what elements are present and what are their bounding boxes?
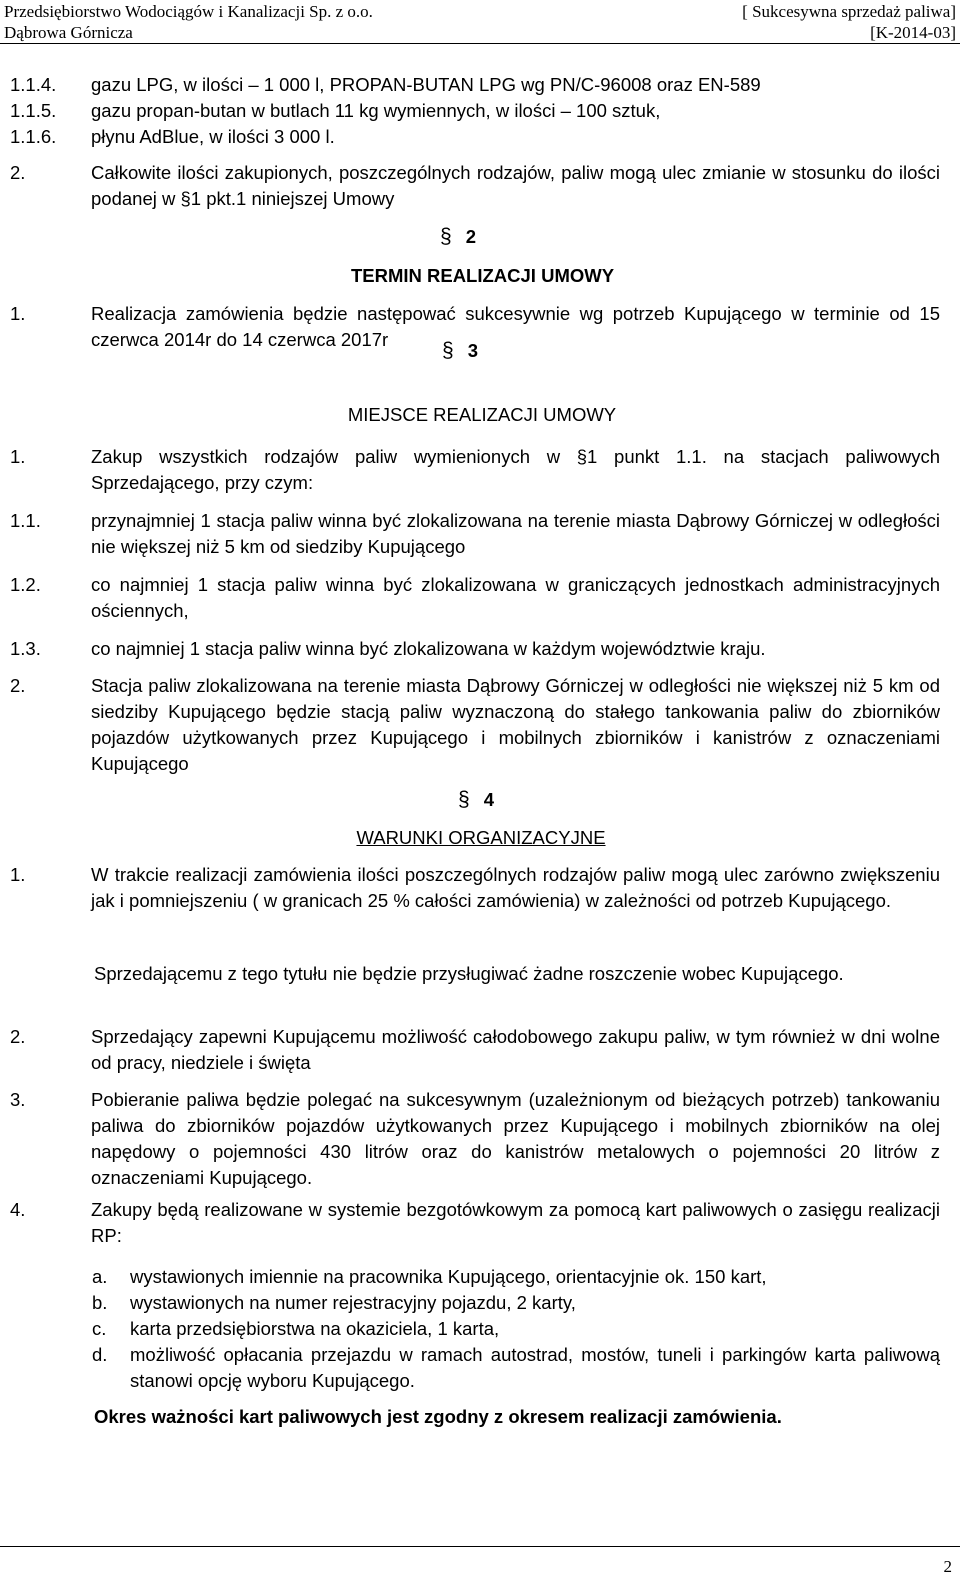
item-text: Sprzedającemu z tego tytułu nie będzie przysługiwać żadne roszczenie wobec Kupującego. xyxy=(94,963,844,984)
item-number: 1.1. xyxy=(10,510,41,531)
item-text: Sprzedający zapewni Kupującemu możliwość całodobowego zakupu paliw, w tym również w dni wolne od pracy, niedziele i święta xyxy=(91,1026,940,1073)
item-text: możliwość opłacania przejazdu w ramach autostrad, mostów, tuneli i parkingów karta paliwową stanowi opcję wyboru Kupującego. xyxy=(130,1344,940,1391)
header-company xyxy=(4,1,373,43)
item-number: 1.2. xyxy=(10,574,41,595)
paragraph-symbol: § xyxy=(442,339,454,362)
item-number: 2. xyxy=(10,162,26,183)
header-document-info xyxy=(742,1,956,43)
item-number: 1.1.4. xyxy=(10,74,57,95)
item-text: wystawionych na numer rejestracyjny pojazdu, 2 karty, xyxy=(130,1292,576,1313)
item-text: gazu propan-butan w butlach 11 kg wymiennych, w ilości – 100 sztuk, xyxy=(91,100,661,121)
paragraph-symbol: § xyxy=(458,788,470,811)
item-number: 2. xyxy=(10,1026,26,1047)
item-text: karta przedsiębiorstwa na okaziciela, 1 karta, xyxy=(130,1318,500,1339)
section-title: TERMIN REALIZACJI UMOWY xyxy=(350,265,615,286)
item-number: 1. xyxy=(10,446,26,467)
item-text: Zakup wszystkich rodzajów paliw wymienionych w §1 punkt 1.1. na stacjach paliwowych Sprzedającego, przy czym: xyxy=(91,446,940,493)
item-letter: d. xyxy=(92,1344,108,1365)
item-text: W trakcie realizacji zamówienia ilości poszczególnych rodzajów paliw mogą ulec zarówno zwiększeniu jak i pomniejszeniu ( w granicach 25 % całości zamówienia) w zależności od potrzeb Kupującego. xyxy=(91,864,940,911)
section-heading-number: § 2 xyxy=(440,225,476,248)
footer-divider xyxy=(0,1546,960,1547)
item-text: Zakupy będą realizowane w systemie bezgotówkowym za pomocą kart paliwowych o zasięgu realizacji RP: xyxy=(91,1199,940,1246)
header-document-ref: [K-2014-03] xyxy=(870,23,956,42)
item-number: 2. xyxy=(10,675,26,696)
item-text: Realizacja zamówienia będzie następować sukcesywnie wg potrzeb Kupującego w terminie od 15 czerwca 2014r do 14 czerwca 2017r xyxy=(91,303,940,350)
item-number: 3. xyxy=(10,1089,26,1110)
page-header xyxy=(0,0,960,45)
item-text: co najmniej 1 stacja paliw winna być zlokalizowana w każdym województwie kraju. xyxy=(91,638,766,659)
item-text: przynajmniej 1 stacja paliw winna być zlokalizowana na terenie miasta Dąbrowy Górniczej w odległości nie większej niż 5 km od siedziby Kupującego xyxy=(91,510,940,557)
item-number: 1.1.6. xyxy=(10,126,57,147)
item-text: Stacja paliw zlokalizowana na terenie miasta Dąbrowy Górniczej w odległości nie większej niż 5 km od siedziby Kupującego będzie stacją paliw wyznaczoną do stałego tankowania paliw do zbiorników pojazdów użytkowanych przez Kupującego i mobilnych zbiorników i kanistrów z oznaczeniami Kupującego xyxy=(91,675,940,774)
item-number: 1. xyxy=(10,303,26,324)
paragraph-symbol: § xyxy=(440,225,452,248)
section-title: MIEJSCE REALIZACJI UMOWY xyxy=(347,404,617,425)
section-heading-number: § 3 xyxy=(442,339,478,362)
header-divider xyxy=(0,43,960,44)
section-heading-number: § 4 xyxy=(458,788,494,811)
item-number: 1.1.5. xyxy=(10,100,57,121)
header-document-title: [ Sukcesywna sprzedaż paliwa] xyxy=(742,2,956,21)
item-number: 1. xyxy=(10,864,26,885)
item-number: 1.3. xyxy=(10,638,41,659)
item-text: wystawionych imiennie na pracownika Kupującego, orientacyjnie ok. 150 kart, xyxy=(130,1266,767,1287)
item-number: 4. xyxy=(10,1199,26,1220)
item-letter: c. xyxy=(92,1318,107,1339)
item-text: płynu AdBlue, w ilości 3 000 l. xyxy=(91,126,335,147)
item-text: Pobieranie paliwa będzie polegać na sukcesywnym (uzależnionym od bieżących potrzeb) tankowaniu paliwa do zbiorników pojazdów użytkowanych przez Kupującego i mobilnych zbiorników na olej napędowy o pojemności 430 litrów oraz do kanistrów metalowych o pojemności 20 litrów z oznaczeniami Kupującego. xyxy=(91,1089,940,1188)
section-title: WARUNKI ORGANIZACYJNE xyxy=(356,827,606,848)
header-company-city: Dąbrowa Górnicza xyxy=(4,23,133,42)
item-letter: a. xyxy=(92,1266,108,1287)
header-company-name: Przedsiębiorstwo Wodociągów i Kanalizacji Sp. z o.o. xyxy=(4,2,373,21)
item-text: gazu LPG, w ilości – 1 000 l, PROPAN-BUTAN LPG wg PN/C-96008 oraz EN-589 xyxy=(91,74,761,95)
page-number: 2 xyxy=(943,1557,952,1576)
closing-statement: Okres ważności kart paliwowych jest zgodny z okresem realizacji zamówienia. xyxy=(94,1406,782,1427)
item-text: Całkowite ilości zakupionych, poszczególnych rodzajów, paliw mogą ulec zmianie w stosunku do ilości podanej w §1 pkt.1 niniejszej Umowy xyxy=(91,162,940,209)
item-letter: b. xyxy=(92,1292,108,1313)
item-text: co najmniej 1 stacja paliw winna być zlokalizowana w graniczących jednostkach administracyjnych ościennych, xyxy=(91,574,940,621)
